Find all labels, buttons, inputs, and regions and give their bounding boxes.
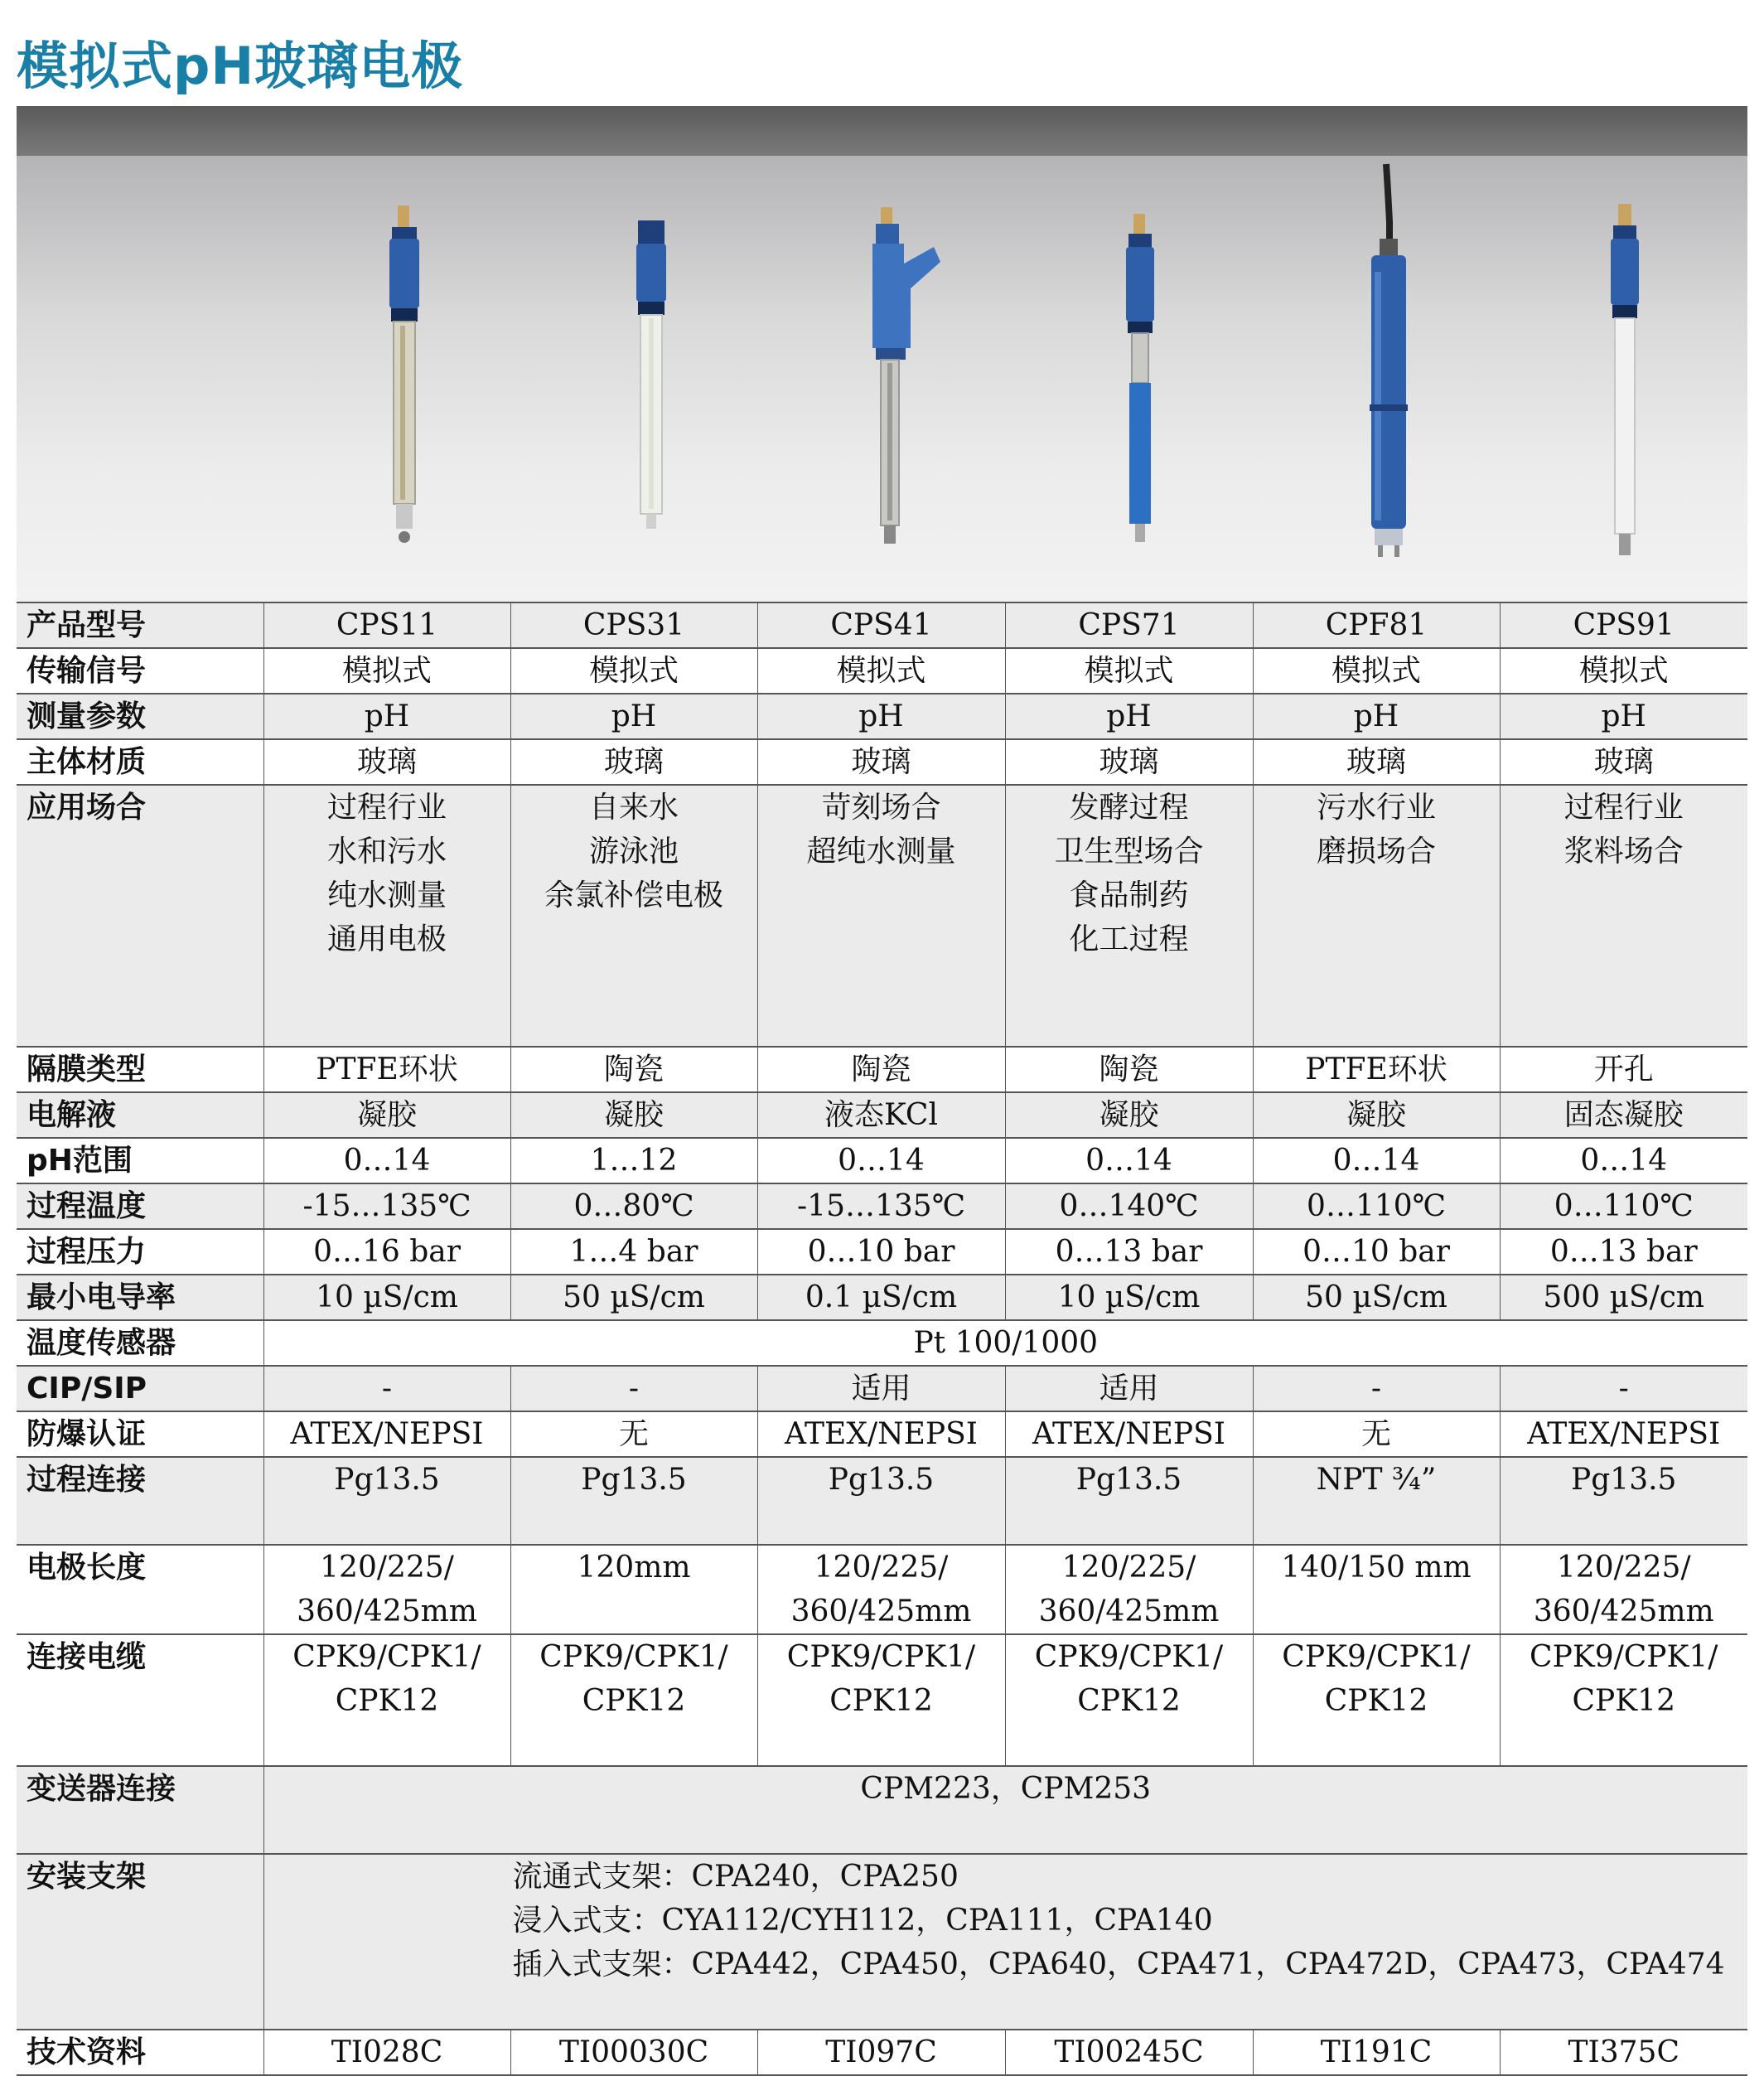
cell-length: [263, 1545, 510, 1634]
cell-pressure: 0…13 bar: [1500, 1229, 1747, 1275]
cell-connection: NPT ¾”: [1253, 1457, 1500, 1545]
cell-diaphragm: PTFE环状: [263, 1047, 510, 1092]
cell-electrolyte: 凝胶: [1005, 1092, 1253, 1138]
cell-ph-range: 0…14: [1005, 1138, 1253, 1183]
length-line: 120/225/: [814, 1551, 949, 1585]
cell-length: [510, 1545, 757, 1634]
cell-conductivity: 10 µS/cm: [263, 1275, 510, 1320]
cable-line: CPK9/CPK1/: [1282, 1640, 1471, 1674]
cell-length: [1005, 1545, 1253, 1634]
row-label: 温度传感器: [17, 1320, 263, 1366]
cell-parameter: pH: [1500, 694, 1747, 739]
row-connection: [17, 1457, 1747, 1545]
cell-ex-cert: 无: [510, 1411, 757, 1457]
cell-cable: [1005, 1634, 1253, 1766]
application-line: 浆料场合: [1563, 835, 1684, 869]
cell-cable: [1500, 1634, 1747, 1766]
row-mounting: [17, 1854, 1747, 2030]
cable-line: CPK9/CPK1/: [539, 1640, 728, 1674]
cell-cip-sip: -: [1253, 1366, 1500, 1411]
cell-diaphragm: 陶瓷: [510, 1047, 757, 1092]
row-temp-sensor: [17, 1320, 1747, 1366]
cell-cip-sip: -: [1500, 1366, 1747, 1411]
cps11-electrode-image: [369, 156, 443, 602]
cell-diaphragm: 开孔: [1500, 1047, 1747, 1092]
cell-tech-doc[interactable]: TI00245C: [1005, 2030, 1253, 2075]
cell-model: CPS71: [1005, 602, 1253, 648]
cell-signal: 模拟式: [1500, 648, 1747, 694]
cell-temperature: 0…140℃: [1005, 1183, 1253, 1229]
row-label: 隔膜类型: [17, 1047, 263, 1092]
application-line: 自来水: [588, 791, 679, 825]
application-line: 苛刻场合: [821, 791, 941, 825]
cable-line: CPK9/CPK1/: [292, 1640, 481, 1674]
cell-application: [1500, 785, 1747, 1047]
length-line: 120/225/: [1061, 1551, 1196, 1585]
cell-tech-doc[interactable]: TI097C: [757, 2030, 1005, 2075]
row-label: 电极长度: [17, 1545, 263, 1634]
row-label: CIP/SIP: [17, 1366, 263, 1411]
cell-electrolyte: 固态凝胶: [1500, 1092, 1747, 1138]
mounting-line: 流通式支架：CPA240，CPA250: [512, 1860, 959, 1894]
cable-line: CPK12: [1077, 1684, 1181, 1718]
row-label: 变送器连接: [17, 1766, 263, 1854]
cell-length: [1500, 1545, 1747, 1634]
application-line: 游泳池: [588, 835, 679, 869]
cell-cip-sip: 适用: [757, 1366, 1005, 1411]
application-line: 余氯补偿电极: [544, 878, 723, 912]
cable-line: CPK12: [582, 1684, 686, 1718]
cell-cable: [1253, 1634, 1500, 1766]
cell-model: CPS91: [1500, 602, 1747, 648]
cell-temperature: -15…135℃: [757, 1183, 1005, 1229]
cps31-electrode-image: [615, 156, 689, 602]
mounting-line: 插入式支架：CPA442，CPA450，CPA640，CPA471，CPA472D，CPA473，CPA474: [512, 1948, 1725, 1982]
cell-connection: Pg13.5: [1005, 1457, 1253, 1545]
cell-length: [1253, 1545, 1500, 1634]
application-line: 纯水测量: [326, 878, 447, 912]
length-line: 120mm: [577, 1551, 691, 1585]
cell-ph-range: 0…14: [757, 1138, 1005, 1183]
cell-ex-cert: ATEX/NEPSI: [1500, 1411, 1747, 1457]
row-label: 防爆认证: [17, 1411, 263, 1457]
cell-ph-range: 0…14: [1253, 1138, 1500, 1183]
cell-pressure: 0…10 bar: [1253, 1229, 1500, 1275]
application-line: 水和污水: [326, 835, 447, 869]
cell-tech-doc[interactable]: TI00030C: [510, 2030, 757, 2075]
cpf81-electrode-image: [1346, 156, 1429, 602]
row-cip-sip: [17, 1366, 1747, 1411]
row-label: 安装支架: [17, 1854, 263, 2030]
cell-mounting: [263, 1854, 1747, 2030]
cell-application: [510, 785, 757, 1047]
application-line: 污水行业: [1316, 791, 1436, 825]
cable-line: CPK9/CPK1/: [786, 1640, 976, 1674]
cell-material: 玻璃: [1253, 739, 1500, 785]
cell-temperature: 0…110℃: [1500, 1183, 1747, 1229]
row-label: 过程压力: [17, 1229, 263, 1275]
cell-parameter: pH: [510, 694, 757, 739]
cell-signal: 模拟式: [1253, 648, 1500, 694]
mounting-line: 浸入式支：CYA112/CYH112，CPA111，CPA140: [512, 1904, 1213, 1938]
length-line: 360/425mm: [1038, 1595, 1220, 1628]
length-line: 360/425mm: [297, 1595, 477, 1628]
cell-signal: 模拟式: [757, 648, 1005, 694]
cell-model: CPS11: [263, 602, 510, 648]
application-line: 食品制药: [1069, 878, 1189, 912]
cable-line: CPK12: [335, 1684, 439, 1718]
cell-ex-cert: ATEX/NEPSI: [1005, 1411, 1253, 1457]
cell-electrolyte: 凝胶: [1253, 1092, 1500, 1138]
cell-material: 玻璃: [510, 739, 757, 785]
cell-material: 玻璃: [1005, 739, 1253, 785]
row-label: pH范围: [17, 1138, 263, 1183]
cell-electrolyte: 液态KCl: [757, 1092, 1005, 1138]
cps41-electrode-image: [858, 156, 949, 602]
cell-application: [1253, 785, 1500, 1047]
row-label: 电解液: [17, 1092, 263, 1138]
application-line: 发酵过程: [1069, 791, 1189, 825]
row-label: 测量参数: [17, 694, 263, 739]
cell-temperature: 0…110℃: [1253, 1183, 1500, 1229]
application-line: 化工过程: [1069, 922, 1189, 956]
length-line: 360/425mm: [1533, 1595, 1714, 1628]
cell-tech-doc[interactable]: TI191C: [1253, 2030, 1500, 2075]
cell-signal: 模拟式: [263, 648, 510, 694]
cell-conductivity: 10 µS/cm: [1005, 1275, 1253, 1320]
cell-length: [757, 1545, 1005, 1634]
cell-model: CPS31: [510, 602, 757, 648]
length-line: 120/225/: [320, 1551, 454, 1585]
application-line: 磨损场合: [1316, 835, 1436, 869]
row-temperature: [17, 1183, 1747, 1229]
cell-pressure: 0…13 bar: [1005, 1229, 1253, 1275]
cell-ex-cert: ATEX/NEPSI: [263, 1411, 510, 1457]
cell-material: 玻璃: [263, 739, 510, 785]
cell-cable: [510, 1634, 757, 1766]
cell-tech-doc[interactable]: TI028C: [263, 2030, 510, 2075]
cell-signal: 模拟式: [510, 648, 757, 694]
header-banner: [17, 106, 1747, 156]
cell-pressure: 0…10 bar: [757, 1229, 1005, 1275]
cable-line: CPK12: [1572, 1684, 1675, 1718]
row-label: 应用场合: [17, 785, 263, 1047]
cps91-electrode-image: [1588, 156, 1663, 602]
row-label: 过程温度: [17, 1183, 263, 1229]
cps71-electrode-image: [1104, 156, 1178, 602]
cell-cable: [263, 1634, 510, 1766]
cell-diaphragm: 陶瓷: [757, 1047, 1005, 1092]
cell-ph-range: 0…14: [263, 1138, 510, 1183]
length-line: 360/425mm: [790, 1595, 972, 1628]
row-ph-range: [17, 1138, 1747, 1183]
row-label: 产品型号: [17, 602, 263, 648]
row-label: 技术资料: [17, 2030, 263, 2075]
row-application: [17, 785, 1747, 1047]
row-label: 连接电缆: [17, 1634, 263, 1766]
cell-model: CPF81: [1253, 602, 1500, 648]
row-transmitter: [17, 1766, 1747, 1854]
cable-line: CPK9/CPK1/: [1034, 1640, 1224, 1674]
cell-parameter: pH: [1253, 694, 1500, 739]
cell-signal: 模拟式: [1005, 648, 1253, 694]
cell-connection: Pg13.5: [757, 1457, 1005, 1545]
application-line: 过程行业: [1563, 791, 1684, 825]
spec-table: [17, 602, 1747, 2076]
cell-diaphragm: PTFE环状: [1253, 1047, 1500, 1092]
cell-pressure: 0…16 bar: [263, 1229, 510, 1275]
length-line: 120/225/: [1556, 1551, 1691, 1585]
row-ex-cert: [17, 1411, 1747, 1457]
cell-parameter: pH: [263, 694, 510, 739]
row-parameter: [17, 694, 1747, 739]
cable-line: CPK12: [1324, 1684, 1428, 1718]
cell-ph-range: 1…12: [510, 1138, 757, 1183]
application-line: 通用电极: [326, 922, 447, 956]
cell-cable: [757, 1634, 1005, 1766]
page-title: 模拟式pH玻璃电极: [17, 36, 464, 96]
cell-diaphragm: 陶瓷: [1005, 1047, 1253, 1092]
row-cable: [17, 1634, 1747, 1766]
cell-ex-cert: ATEX/NEPSI: [757, 1411, 1005, 1457]
cell-conductivity: 0.1 µS/cm: [757, 1275, 1005, 1320]
cell-ph-range: 0…14: [1500, 1138, 1747, 1183]
cell-temp-sensor: Pt 100/1000: [263, 1320, 1747, 1366]
row-signal: [17, 648, 1747, 694]
cell-ex-cert: 无: [1253, 1411, 1500, 1457]
row-length: [17, 1545, 1747, 1634]
cell-temperature: 0…80℃: [510, 1183, 757, 1229]
product-image-panel: [17, 156, 1747, 602]
cell-conductivity: 50 µS/cm: [1253, 1275, 1500, 1320]
cell-material: 玻璃: [1500, 739, 1747, 785]
row-model: [17, 602, 1747, 648]
cell-application: [757, 785, 1005, 1047]
row-tech-docs: [17, 2030, 1747, 2075]
cell-conductivity: 50 µS/cm: [510, 1275, 757, 1320]
cell-connection: Pg13.5: [1500, 1457, 1747, 1545]
row-label: 过程连接: [17, 1457, 263, 1545]
cable-line: CPK9/CPK1/: [1530, 1640, 1718, 1674]
row-label: 最小电导率: [17, 1275, 263, 1320]
cell-parameter: pH: [1005, 694, 1253, 739]
cell-model: CPS41: [757, 602, 1005, 648]
cell-connection: Pg13.5: [263, 1457, 510, 1545]
cell-temperature: -15…135℃: [263, 1183, 510, 1229]
cell-electrolyte: 凝胶: [510, 1092, 757, 1138]
cell-transmitter: CPM223，CPM253: [263, 1766, 1747, 1854]
row-electrolyte: [17, 1092, 1747, 1138]
row-pressure: [17, 1229, 1747, 1275]
row-label: 主体材质: [17, 739, 263, 785]
cell-cip-sip: -: [510, 1366, 757, 1411]
length-line: 140/150 mm: [1281, 1551, 1472, 1585]
row-material: [17, 739, 1747, 785]
row-label: 传输信号: [17, 648, 263, 694]
cell-material: 玻璃: [757, 739, 1005, 785]
application-line: 超纯水测量: [806, 835, 956, 869]
cell-parameter: pH: [757, 694, 1005, 739]
cell-application: [1005, 785, 1253, 1047]
cell-application: [263, 785, 510, 1047]
cell-conductivity: 500 µS/cm: [1500, 1275, 1747, 1320]
row-diaphragm: [17, 1047, 1747, 1092]
cell-cip-sip: 适用: [1005, 1366, 1253, 1411]
cable-line: CPK12: [829, 1684, 933, 1718]
row-conductivity: [17, 1275, 1747, 1320]
cell-pressure: 1…4 bar: [510, 1229, 757, 1275]
application-line: 卫生型场合: [1054, 835, 1204, 869]
application-line: 过程行业: [326, 791, 447, 825]
cell-connection: Pg13.5: [510, 1457, 757, 1545]
cell-tech-doc[interactable]: TI375C: [1500, 2030, 1747, 2075]
cell-electrolyte: 凝胶: [263, 1092, 510, 1138]
cell-cip-sip: -: [263, 1366, 510, 1411]
